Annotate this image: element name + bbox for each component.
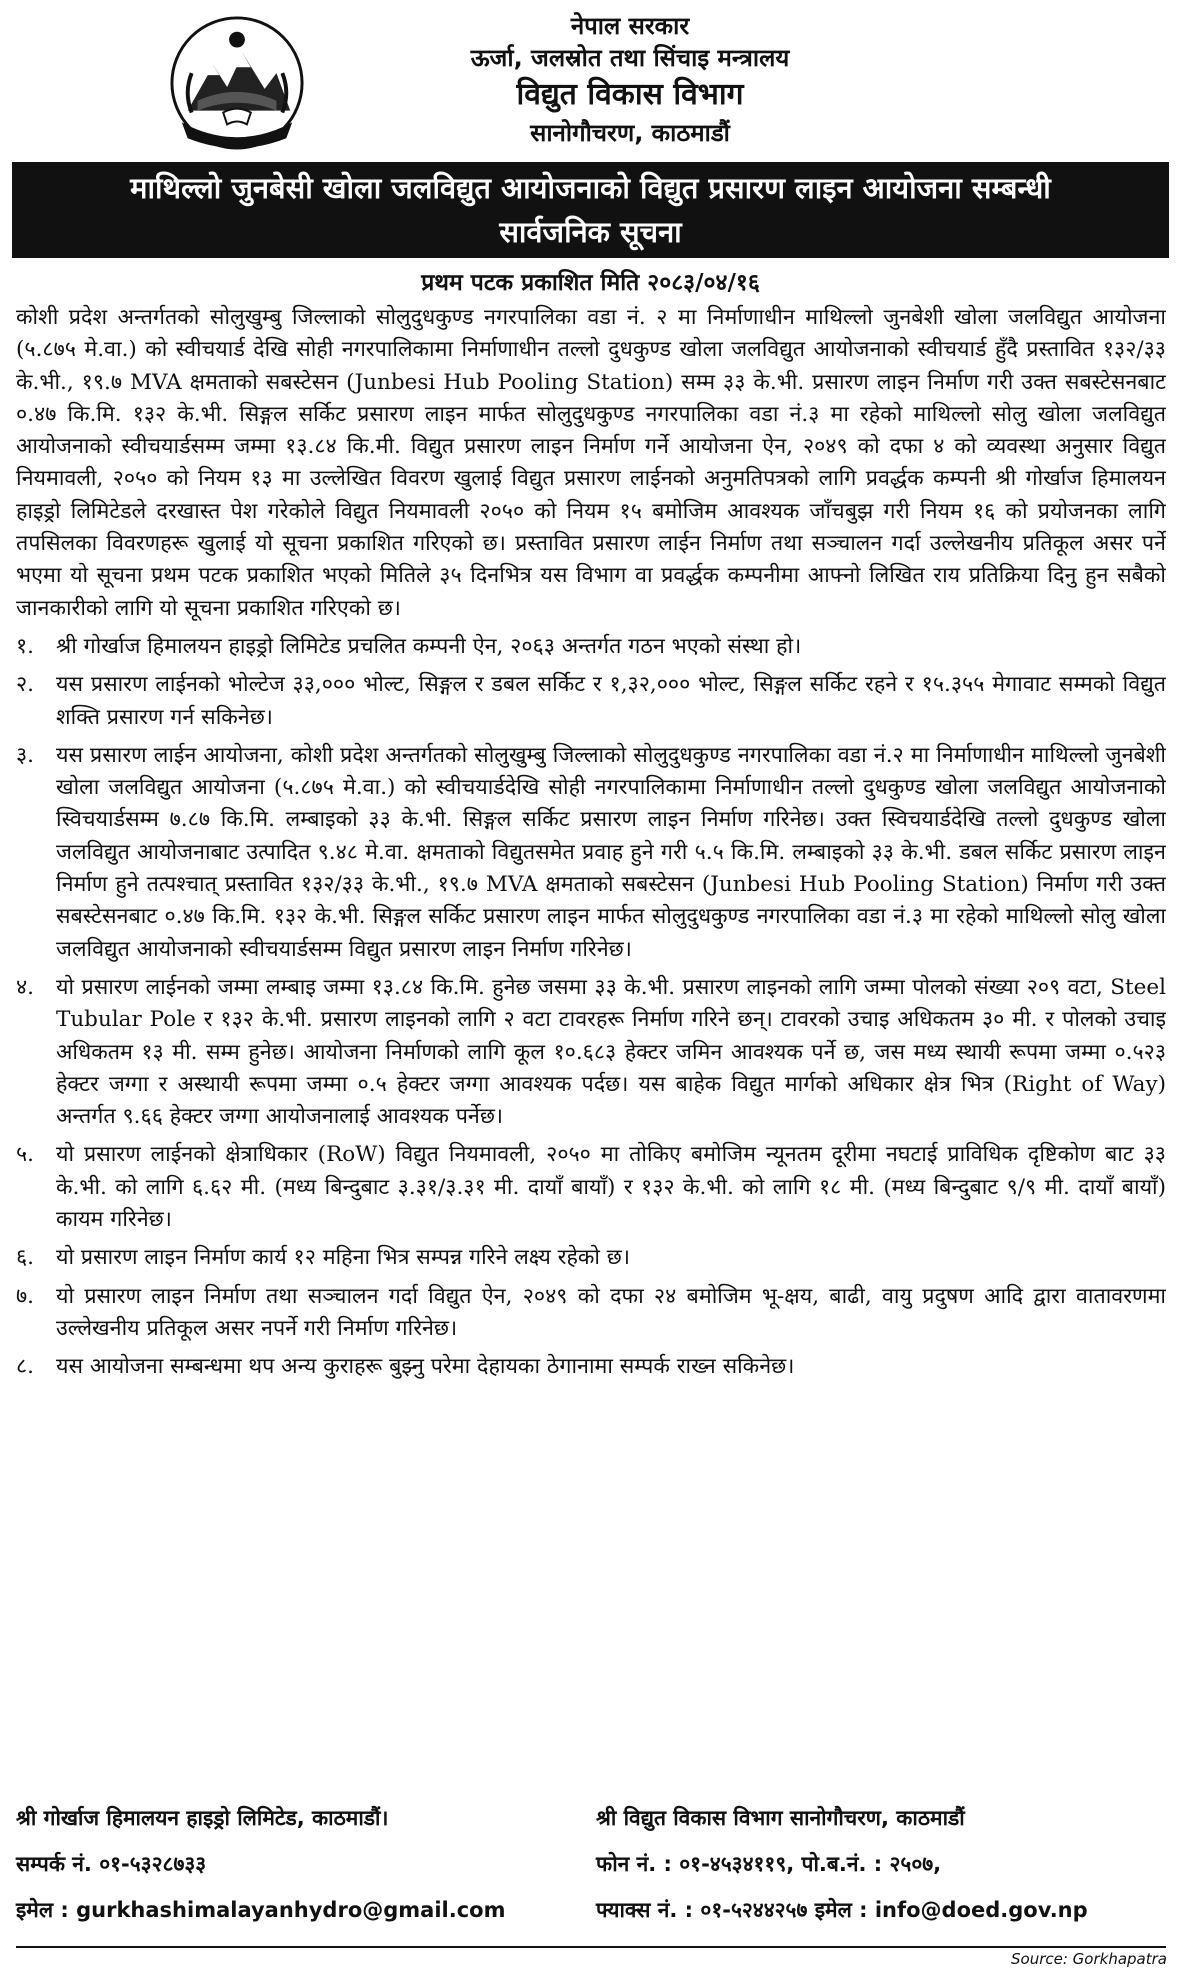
heading-line-1: नेपाल सरकार <box>570 12 690 40</box>
item-number: ७. <box>16 1283 35 1309</box>
item-text: यस आयोजना सम्बन्धमा थप अन्य कुराहरू बुझ्नु परेमा देहायका ठेगानामा सम्पर्क राख्न सकिनेछ। <box>56 1354 795 1380</box>
notice-title-line-1: माथिल्लो जुनबेसी खोला जलविद्युत आयोजनाको विद्युत प्रसारण लाइन आयोजना सम्बन्धी <box>130 171 1051 205</box>
company-email: इमेल : gurkhashimalayanhydro@gmail.com <box>16 1898 506 1922</box>
heading-line-3: विद्युत विकास विभाग <box>516 77 744 112</box>
heading-line-2: ऊर्जा, जलस्रोत तथा सिंचाइ मन्त्रालय <box>470 44 790 72</box>
item-text: यो प्रसारण लाईनको क्षेत्राधिकार (RoW) विद्युत नियमावली, २०५० मा तोकिए बमोजिम न्यूनतम दूरीमा नघटाई प्राविधिक दृष्टिकोण बाट ३३ के.भी. को लागि ६.६२ मी. (मध्य बिन्दुबाट ३.३१/३.३१ मी. दायाँ बायाँ) र १३२ के.भी. को लागि १८ मी. (मध्य बिन्दुबाट ९/९ मी. दायाँ बायाँ) कायम गरिनेछ। <box>56 1142 1166 1233</box>
contact-block <box>16 1800 1166 1940</box>
item-text: यस प्रसारण लाईनको भोल्टेज ३३,००० भोल्ट, सिङ्गल र डबल सर्किट र १,३२,००० भोल्ट, सिङ्गल सर्किट रहने र १५.३५५ मेगावाट सम्मको विद्युत शक्ति प्रसारण गर्न सकिनेछ। <box>56 672 1166 730</box>
government-heading <box>330 10 930 150</box>
department-phone: फोन नं. : ०१-४५३४११९, पो.ब.नं. : २५०७, <box>596 1852 942 1876</box>
item-number: ५. <box>16 1142 35 1168</box>
list-item <box>16 740 1166 966</box>
heading-line-4: सानोगौचरण, काठमाडौं <box>530 119 730 147</box>
item-number: ३. <box>16 742 35 768</box>
publication-date: प्रथम पटक प्रकाशित मिति २०८३/०४/१६ <box>421 270 760 296</box>
list-item <box>16 1242 1166 1274</box>
department-name: श्री विद्युत विकास विभाग सानोगौचरण, काठमाडौं <box>596 1806 965 1830</box>
item-number: १. <box>16 633 35 659</box>
list-item <box>16 631 1166 663</box>
item-text: श्री गोर्खाज हिमालयन हाइड्रो लिमिटेड प्रचलित कम्पनी ऐन, २०६३ अन्तर्गत गठन भएको संस्था हो। <box>56 633 802 659</box>
notice-title-band <box>12 162 1169 258</box>
department-fax-email: फ्याक्स नं. : ०१-५२४४२५७ इमेल : info@doed.gov.np <box>596 1898 1088 1922</box>
list-item <box>16 972 1166 1133</box>
item-number: २. <box>16 672 35 698</box>
list-item <box>16 1281 1166 1346</box>
notice-title-line-2: सार्वजनिक सूचना <box>499 215 682 249</box>
company-phone: सम्पर्क नं. ०१-५३२८७३३ <box>16 1852 207 1876</box>
notice-body <box>16 302 1166 1792</box>
company-name: श्री गोर्खाज हिमालयन हाइड्रो लिमिटेड, काठमाडौं। <box>16 1806 389 1830</box>
item-text: यो प्रसारण लाइन निर्माण तथा सञ्चालन गर्दा विद्युत ऐन, २०४९ को दफा २४ बमोजिम भू-क्षय, बाढी, वायु प्रदुषण आदि द्वारा वातावरणमा उल्लेखनीय प्रतिकूल असर नपर्ने गरी निर्माण गरिनेछ। <box>56 1283 1166 1341</box>
item-text: यो प्रसारण लाईनको जम्मा लम्बाइ जम्मा १३.८४ कि.मि. हुनेछ जसमा ३३ के.भी. प्रसारण लाइनको लागि जम्मा पोलको संख्या २०९ वटा, Steel Tubular Pole र १३२ के.भी. प्रसारण लाइनको लागि २ वटा टावरहरू निर्माण गरिने छन्। टावरको उचाइ अधिकतम ३० मी. र पोलको उचाइ अधिकतम १३ मी. सम्म हुनेछ। आयोजना निर्माणको लागि कूल १०.६८३ हेक्टर जमिन आवश्यक पर्ने छ, जस मध्य स्थायी रूपमा जम्मा ०.५२३ हेक्टर जग्गा र अस्थायी रूपमा जम्मा ०.५ हेक्टर जग्गा आवश्यक पर्दछ। यस बाहेक विद्युत मार्गको अधिकार क्षेत्र भित्र (Right of Way) अन्तर्गत ९.६६ हेक्टर जग्गा आयोजनालाई आवश्यक पर्नेछ। <box>56 974 1166 1130</box>
list-item <box>16 1139 1166 1236</box>
item-number: ४. <box>16 974 35 1000</box>
intro-paragraph: कोशी प्रदेश अन्तर्गतको सोलुखुम्बु जिल्लाको सोलुदुधकुण्ड नगरपालिका वडा नं. २ मा निर्माणाधीन माथिल्लो जुनबेशी खोला जलविद्युत आयोजना (५.८७५ मे.वा.) को स्वीचयार्ड देखि सोही नगरपालिकामा निर्माणाधीन तल्लो दुधकुण्ड खोला जलविद्युत आयोजनाको स्वीचयार्ड हुँदै प्रस्तावित १३२/३३ के.भी., १९.७ MVA क्षमताको सबस्टेसन (Junbesi Hub Pooling Station) सम्म ३३ के.भी. प्रसारण लाइन निर्माण गरी उक्त सबस्टेसनबाट ०.४७ कि.मि. १३२ के.भी. सिङ्गल सर्किट प्रसारण लाइन मार्फत सोलुदुधकुण्ड नगरपालिका वडा नं.३ मा रहेको माथिल्लो सोलु खोला जलविद्युत आयोजनाको स्वीचयार्डसम्म जम्मा १३.८४ कि.मी. विद्युत प्रसारण लाइन निर्माण गर्ने आयोजना ऐन, २०४९ को दफा ४ को व्यवस्था अनुसार विद्युत नियमावली, २०५० को नियम १३ मा उल्लेखित विवरण खुलाई विद्युत प्रसारण लाईनको अनुमतिपत्रको लागि प्रवर्द्धक कम्पनी श्री गोर्खाज हिमालयन हाइड्रो लिमिटेडले दरखास्त पेश गरेकोले विद्युत नियमावली २०५० को नियम १५ बमोजिम आवश्यक जाँचबुझ गरी नियम १६ को प्रयोजनका लागि तपसिलका विवरणहरू खुलाई यो सूचना प्रकाशित गरिएको छ। प्रस्तावित प्रसारण लाईन निर्माण तथा सञ्चालन गर्दा उल्लेखनीय प्रतिकूल असर पर्ने भएमा यो सूचना प्रथम पटक प्रकाशित भएको मितिले ३५ दिनभित्र यस विभाग वा प्रवर्द्धक कम्पनीमा आफ्नो लिखित राय प्रतिक्रिया दिनु हुन सबैको जानकारीको लागि यो सूचना प्रकाशित गरिएको छ। <box>16 305 1166 621</box>
item-text: यस प्रसारण लाईन आयोजना, कोशी प्रदेश अन्तर्गतको सोलुखुम्बु जिल्लाको सोलुदुधकुण्ड नगरपालिका वडा नं.२ मा निर्माणाधीन माथिल्लो जुनबेशी खोला जलविद्युत आयोजना (५.८७५ मे.वा.) को स्वीचयार्डदेखि सोही नगरपालिकामा निर्माणाधीन तल्लो दुधकुण्ड खोला जलविद्युत आयोजनाको स्विचयार्डसम्म ७.८७ कि.मि. लम्बाइको ३३ के.भी. सिङ्गल सर्किट प्रसारण लाइन निर्माण गरिनेछ। उक्त स्विचयार्डदेखि तल्लो दुधकुण्ड खोला जलविद्युत आयोजनाबाट उत्पादित ९.४८ मे.वा. क्षमताको विद्युतसमेत प्रवाह हुने गरी ५.५ कि.मि. लम्बाइको ३३ के.भी. डबल सर्किट प्रसारण लाइन निर्माण हुने तत्पश्चात् प्रस्तावित १३२/३३ के.भी., १९.७ MVA क्षमताको सबस्टेसन (Junbesi Hub Pooling Station) निर्माण गरी उक्त सबस्टेसनबाट ०.४७ कि.मि. १३२ के.भी. सिङ्गल सर्किट प्रसारण लाइन मार्फत सोलुदुधकुण्ड नगरपालिका वडा नं.३ मा रहेको माथिल्लो सोलु खोला जलविद्युत आयोजनाको स्वीचयार्डसम्म विद्युत प्रसारण लाइन निर्माण गरिनेछ। <box>56 742 1166 962</box>
item-text: यो प्रसारण लाइन निर्माण कार्य १२ महिना भित्र सम्पन्न गरिने लक्ष्य रहेको छ। <box>56 1245 631 1271</box>
item-number: ६. <box>16 1245 35 1271</box>
source-credit: Source: Gorkhapatra <box>1011 1950 1167 1968</box>
item-number: ८. <box>16 1354 35 1380</box>
notice-header <box>0 6 1181 162</box>
bottom-rule <box>16 1946 1166 1948</box>
list-item <box>16 1351 1166 1383</box>
nepal-government-emblem-icon <box>168 14 306 152</box>
list-item <box>16 669 1166 734</box>
